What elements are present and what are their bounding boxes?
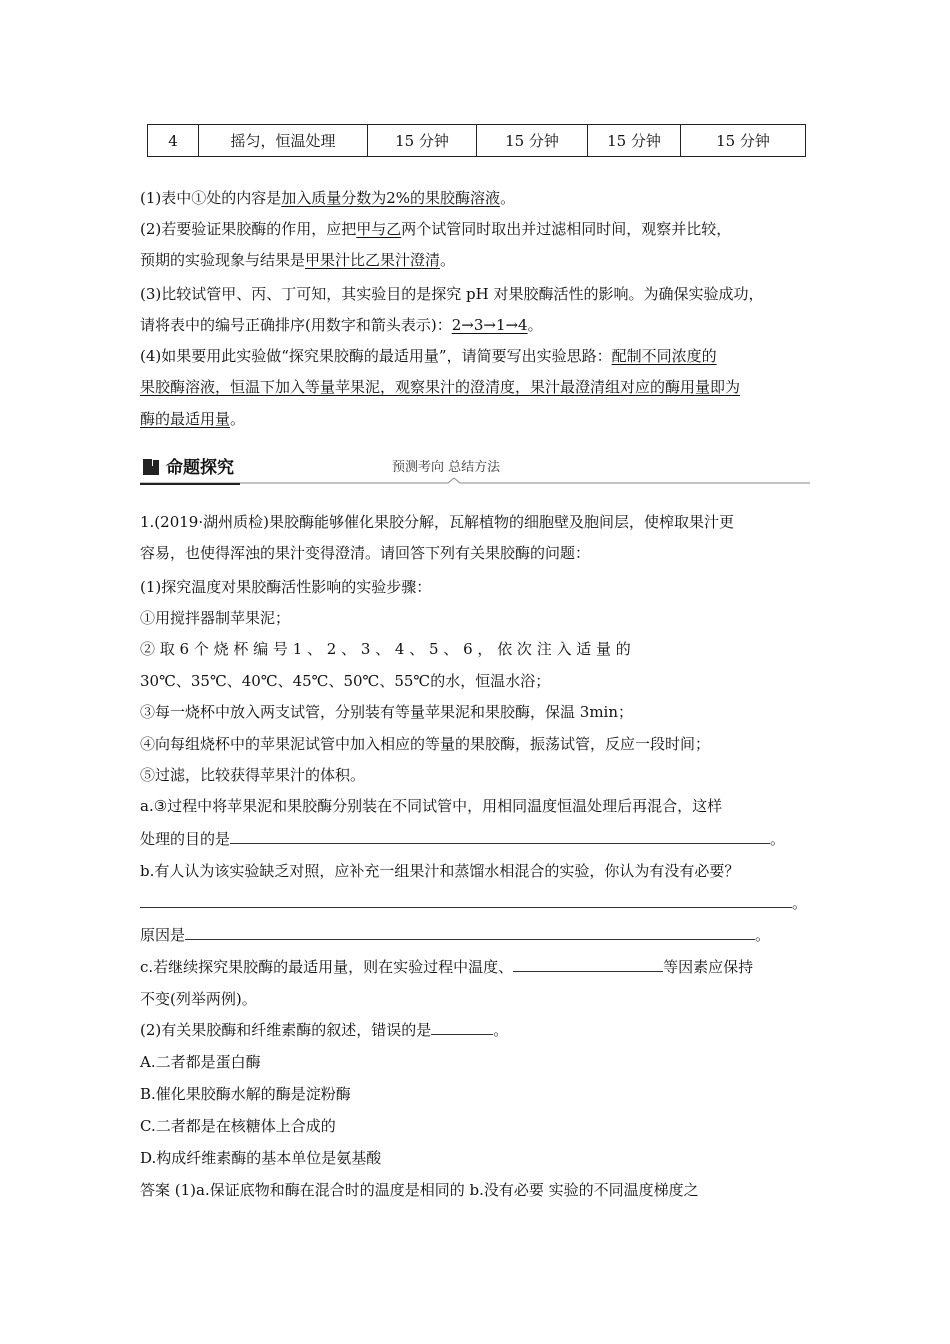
sub-question-c-cont: 不变(列举两例)。 [140, 990, 257, 1008]
step-1: ①用搅拌器制苹果泥； [140, 609, 291, 627]
table-row [148, 125, 806, 157]
section-divider [140, 477, 810, 489]
answer-3-line2: 请将表中的编号正确排序(用数字和箭头表示)：2→3→1→4。 [140, 316, 543, 334]
table-cell: 15 分钟 [681, 125, 806, 157]
answer-blank[interactable] [513, 957, 663, 972]
answer-4-line1: (4)如果要用此实验做“探究果胶酶的最适用量”，请简要写出实验思路：配制不同浓度的 [140, 347, 717, 365]
answer-4-line2: 果胶酶溶液，恒温下加入等量苹果泥，观察果汁的澄清度，果汁最澄清组对应的酶用量即为 [140, 378, 741, 396]
option-d: D.构成纤维素酶的基本单位是氨基酸 [140, 1149, 382, 1167]
answer-1: (1)表中①处的内容是加入质量分数为2%的果胶酶溶液。 [140, 189, 516, 207]
section-subtitle: 预测考向 总结方法 [392, 460, 501, 475]
answer-2-line1: (2)若要验证果胶酶的作用，应把甲与乙两个试管同时取出并过滤相同时间，观察并比较， [140, 220, 732, 238]
sub-question-b-reason: 原因是 。 [140, 926, 771, 944]
table-cell: 摇匀，恒温处理 [199, 125, 368, 157]
option-c: C.二者都是在核糖体上合成的 [140, 1117, 336, 1135]
sub-question-a: a.③过程中将苹果泥和果胶酶分别装在不同试管中，用相同温度恒温处理后再混合，这样 [140, 797, 723, 815]
answer-line: 答案 (1)a.保证底物和酶在混合时的温度是相同的 b.没有必要 实验的不同温度梯度之 [140, 1181, 699, 1199]
answer-blank[interactable] [230, 829, 770, 844]
step-2: ② 取 6 个 烧 杯 编 号 1 、 2 、 3 、 4 、 5 、 6 ， 依 次 注 入 适 量 的 [140, 640, 631, 658]
step-3: ③每一烧杯中放入两支试管，分别装有等量苹果泥和果胶酶，保温 3min； [140, 703, 633, 721]
step-2-cont: 30℃、35℃、40℃、45℃、50℃、55℃的水，恒温水浴； [140, 672, 551, 690]
answer-blank[interactable] [140, 893, 792, 908]
sub-question-a-cont: 处理的目的是 。 [140, 830, 786, 848]
table-cell: 15 分钟 [477, 125, 588, 157]
question-2: (2)有关果胶酶和纤维素酶的叙述，错误的是 。 [140, 1021, 509, 1039]
sub-question-b: b.有人认为该实验缺乏对照，应补充一组果汁和蒸馏水相混合的实验，你认为有没有必要？ [140, 862, 740, 880]
question-text: (1)探究温度对果胶酶活性影响的实验步骤： [140, 578, 432, 596]
sub-question-c: c.若继续探究果胶酶的最适用量，则在实验过程中温度、 等因素应保持 [140, 958, 754, 976]
option-b: B.催化果胶酶水解的酶是淀粉酶 [140, 1085, 351, 1103]
section-header [140, 455, 810, 489]
experiment-table [147, 124, 806, 157]
question-text: 容易，也使得浑浊的果汁变得澄清。请回答下列有关果胶酶的问题： [140, 544, 591, 562]
step-5: ⑤过滤，比较获得苹果汁的体积。 [140, 766, 366, 784]
table-cell: 15 分钟 [588, 125, 681, 157]
answer-blank[interactable] [185, 925, 755, 940]
answer-blank[interactable] [431, 1020, 493, 1035]
answer-2-line2: 预期的实验现象与结果是甲果汁比乙果汁澄清。 [140, 251, 456, 269]
section-square-icon [143, 459, 159, 475]
table-cell: 4 [148, 125, 199, 157]
step-4: ④向每组烧杯中的苹果泥试管中加入相应的等量的果胶酶，振荡试管，反应一段时间； [140, 735, 711, 753]
option-a: A.二者都是蛋白酶 [140, 1053, 261, 1071]
table-cell: 15 分钟 [368, 125, 477, 157]
answer-3-line1: (3)比较试管甲、丙、丁可知，其实验目的是探究 pH 对果胶酶活性的影响。为确保实验成功， [140, 285, 764, 303]
question-text: 1.(2019·湖州质检)果胶酶能够催化果胶分解，瓦解植物的细胞壁及胞间层，使榨取果汁更 [140, 513, 734, 531]
sub-question-b-blank: 。 [140, 893, 807, 913]
answer-4-line3: 酶的最适用量。 [140, 410, 246, 428]
section-title: 命题探究 [166, 458, 234, 478]
